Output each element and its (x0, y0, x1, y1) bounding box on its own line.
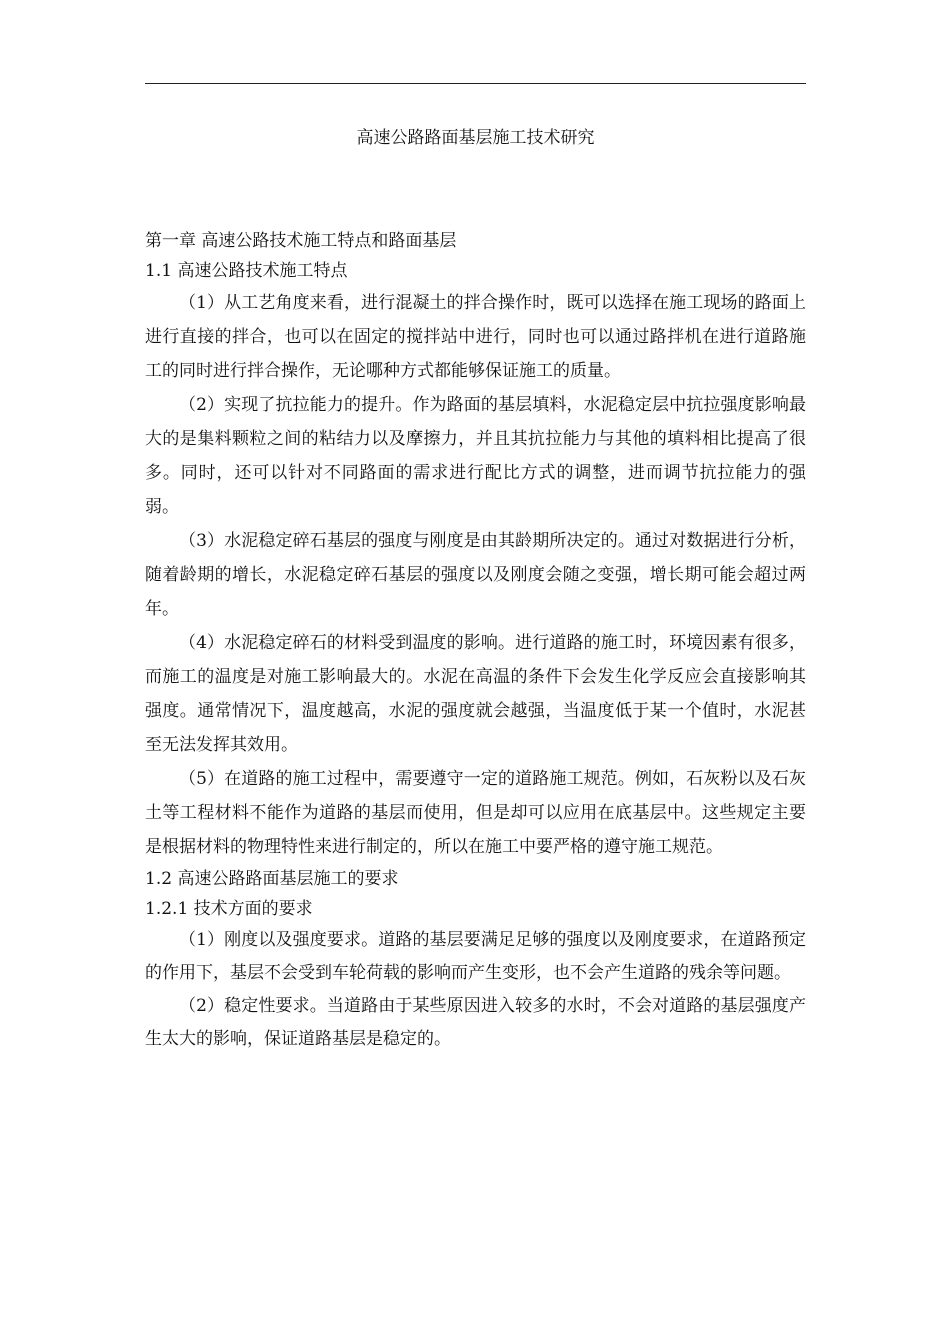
section-heading-1-1: 1.1 高速公路技术施工特点 (145, 261, 348, 281)
section-heading-1-2-1: 1.2.1 技术方面的要求 (145, 899, 313, 919)
paragraph: （2）稳定性要求。当道路由于某些原因进入较多的水时，不会对道路的基层强度产生太大的影响，保证道路基层是稳定的。 (145, 996, 806, 1049)
paragraph: （5）在道路的施工过程中，需要遵守一定的道路施工规范。例如，石灰粉以及石灰土等工程材料不能作为道路的基层而使用，但是却可以应用在底基层中。这些规定主要是根据材料的物理特性来进行制定的，所以在施工中要严格的遵守施工规范。 (145, 769, 806, 857)
chapter-heading: 第一章 高速公路技术施工特点和路面基层 (145, 231, 457, 251)
header-rule (145, 83, 806, 84)
document-title: 高速公路路面基层施工技术研究 (356, 128, 595, 148)
paragraph: （1）刚度以及强度要求。道路的基层要满足足够的强度以及刚度要求，在道路预定的作用下，基层不会受到车轮荷载的影响而产生变形，也不会产生道路的残余等问题。 (145, 930, 806, 983)
paragraph: （1）从工艺角度来看，进行混凝土的拌合操作时，既可以选择在施工现场的路面上进行直接的拌合，也可以在固定的搅拌站中进行，同时也可以通过路拌机在进行道路施工的同时进行拌合操作，无论哪种方式都能够保证施工的质量。 (145, 293, 806, 381)
paragraph: （2）实现了抗拉能力的提升。作为路面的基层填料，水泥稳定层中抗拉强度影响最大的是集料颗粒之间的粘结力以及摩擦力，并且其抗拉能力与其他的填料相比提高了很多。同时，还可以针对不同路面的需求进行配比方式的调整，进而调节抗拉能力的强弱。 (145, 395, 806, 517)
section-heading-1-2: 1.2 高速公路路面基层施工的要求 (145, 869, 399, 889)
paragraph: （4）水泥稳定碎石的材料受到温度的影响。进行道路的施工时，环境因素有很多，而施工的温度是对施工影响最大的。水泥在高温的条件下会发生化学反应会直接影响其强度。通常情况下，温度越高，水泥的强度就会越强，当温度低于某一个值时，水泥甚至无法发挥其效用。 (145, 633, 806, 755)
document-body (145, 226, 806, 1056)
paragraph: （3）水泥稳定碎石基层的强度与刚度是由其龄期所决定的。通过对数据进行分析，随着龄期的增长，水泥稳定碎石基层的强度以及刚度会随之变强，增长期可能会超过两年。 (145, 531, 806, 619)
